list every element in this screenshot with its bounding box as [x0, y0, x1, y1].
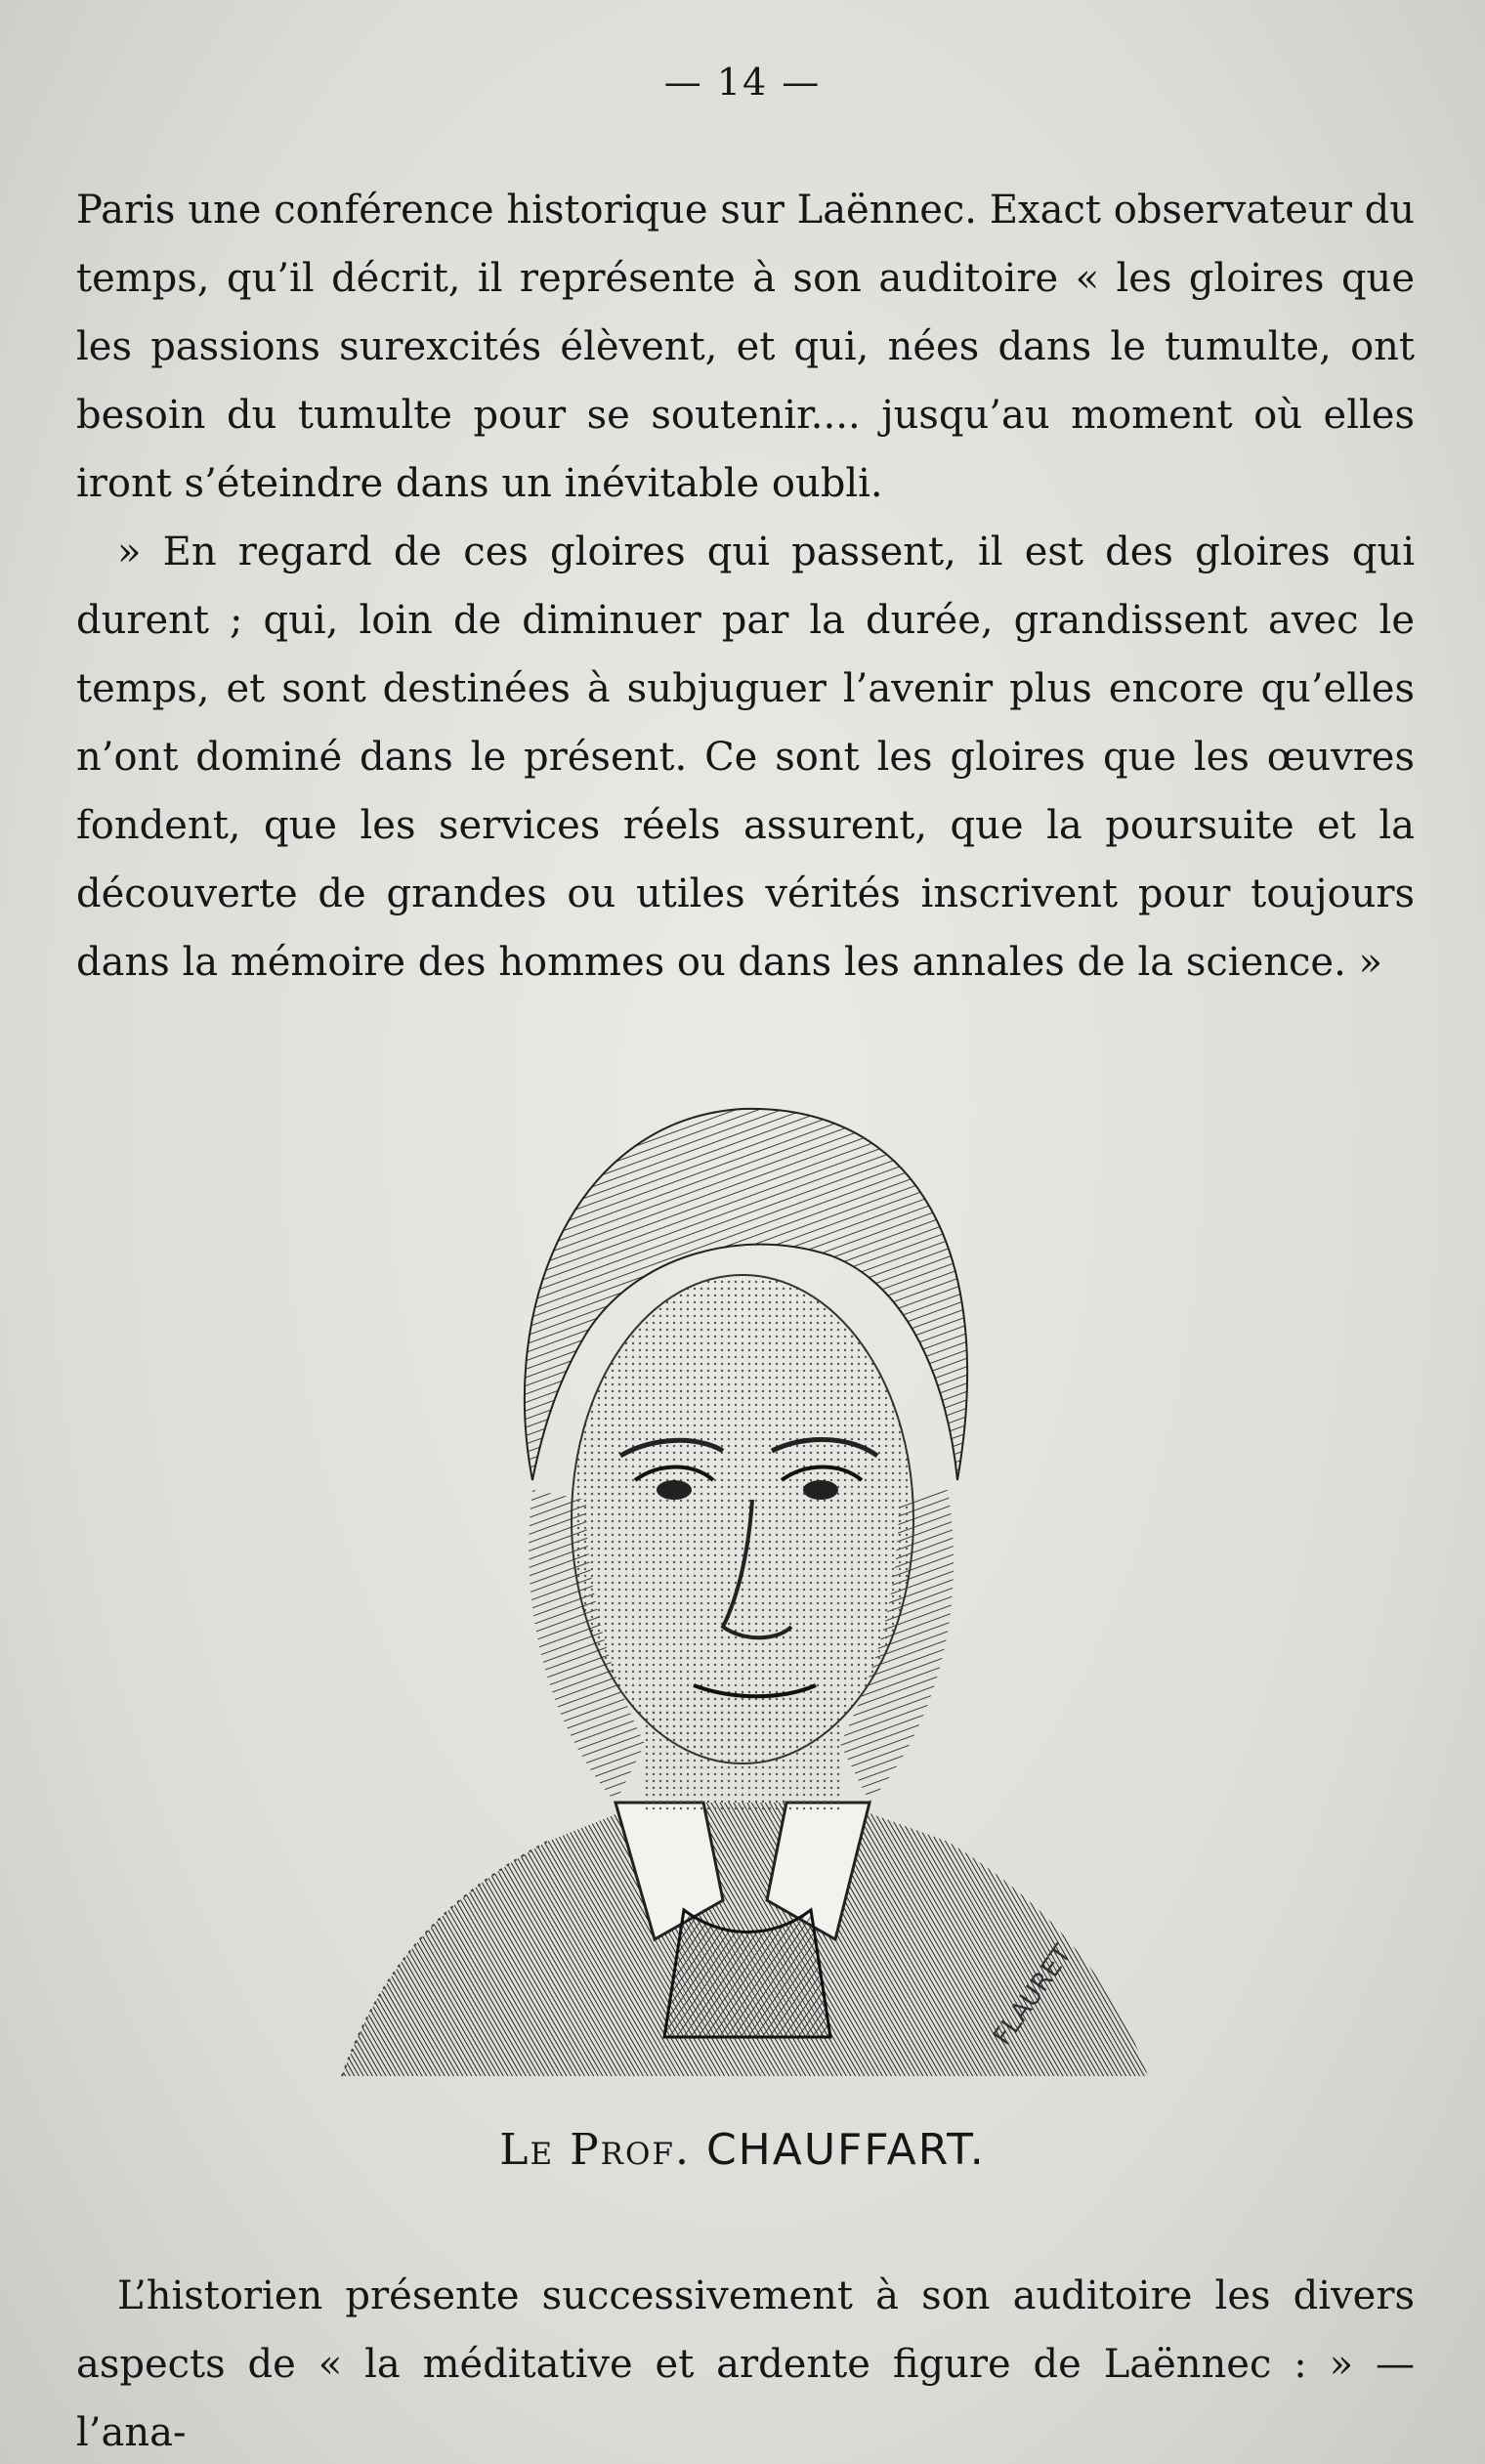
body-text-top — [76, 176, 1415, 997]
caption-prefix: Le Prof. — [499, 2125, 691, 2175]
caption-name: CHAUFFART. — [705, 2125, 986, 2175]
paragraph: Paris une conférence historique sur Laënnec. Exact observateur du temps, qu’il décrit, il représente à son auditoire « les gloires que les passions surexcités élèvent, et qui, nées dans le tumulte, ont besoin du tumulte pour se soutenir.... jusqu’au moment où elles iront s’éteindre dans un inévitable oubli. — [76, 188, 1415, 506]
portrait-illustration — [322, 1060, 1163, 2101]
page-number: — 14 — — [663, 61, 822, 104]
body-text-bottom — [76, 2262, 1415, 2464]
engraver-signature: FLAURET — [988, 1939, 1078, 2052]
figure-caption — [0, 2125, 1485, 2175]
paragraph: » En regard de ces gloires qui passent, il est des gloires qui durent ; qui, loin de diminuer par la durée, grandissent avec le temps, et sont destinées à subjuguer l’avenir plus encore qu’elles n’ont dominé dans le présent. Ce sont les gloires que les œuvres fondent, que les services réels assurent, que la poursuite et la découverte de grandes ou utiles vérités inscrivent pour toujours dans la mémoire des hommes ou dans les annales de la science. » — [76, 530, 1415, 985]
engraved-portrait — [322, 1060, 1163, 2101]
paragraph: L’historien présente successivement à son auditoire les divers aspects de « la méditative et ardente figure de Laënnec : » — l’ana- — [76, 2273, 1415, 2455]
